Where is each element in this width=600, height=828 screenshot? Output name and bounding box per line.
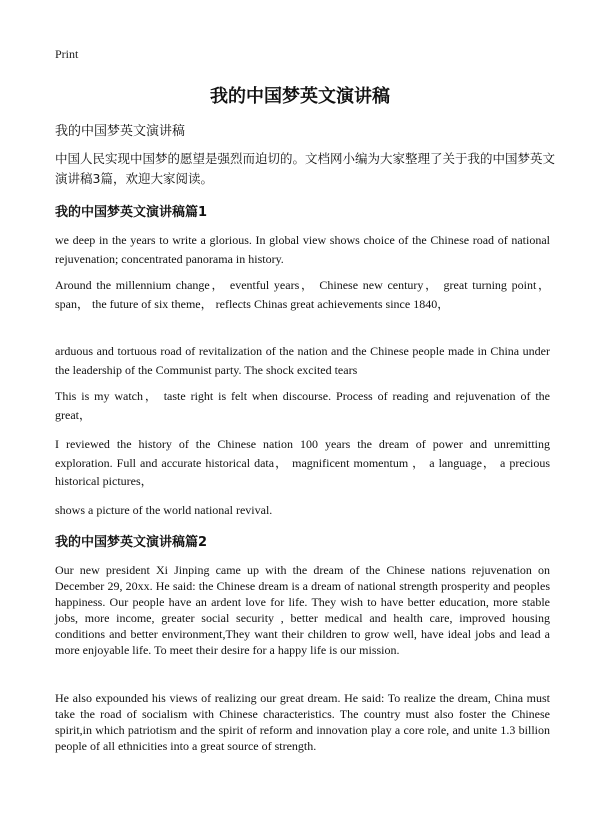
paragraph: Around the millennium change， eventful years， Chinese new century， great turning point， span， the future of six theme， reflects Chinas great achievements since 1840， [55,278,550,311]
document-subtitle: 我的中国梦英文演讲稿 [55,124,186,139]
paragraph: Our new president Xi Jinping came up with the dream of the Chinese nations rejuvenation on December 29, 20xx. He said: the Chinese dream is a dream of national strength prosperity and peoples happiness. Our people have an ardent love for life. They wish to have better education, more stable jobs, more income, greater social security , better medical and health care, improved housing conditions and better environment,They want their children to grow well, have ideal jobs and lead a more enjoyable life. To meet their desire for a happy life is our mission. [55,563,550,657]
section-heading-2: 我的中国梦英文演讲稿篇2 [55,535,208,550]
intro-paragraph: 中国人民实现中国梦的愿望是强烈而迫切的。文档网小编为大家整理了关于我的中国梦英文演讲稿3篇，欢迎大家阅读。 [55,151,556,186]
print-link[interactable]: Print [55,47,79,61]
paragraph: I reviewed the history of the Chinese nation 100 years the dream of power and unremitting exploration. Full and accurate historical data， magnificent momentum ， a language， a precious historical pictures， [55,437,550,488]
paragraph: He also expounded his views of realizing our great dream. He said: To realize the dream, China must take the road of socialism with Chinese characteristics. The country must also foster the Chinese spirit,in which patriotism and the spirit of reform and innovation play a core role, and unite 1.3 billion people of all ethnicities into a great source of strength. [55,691,550,753]
paragraph: This is my watch， taste right is felt when discourse. Process of reading and rejuvenation of the great， [55,389,550,422]
paragraph: shows a picture of the world national revival. [55,503,273,517]
page-title: 我的中国梦英文演讲稿 [210,86,390,107]
paragraph: we deep in the years to write a glorious. In global view shows choice of the Chinese road of national rejuvenation; concentrated panorama in history. [55,233,550,266]
paragraph: arduous and tortuous road of revitalization of the nation and the Chinese people made in China under the leadership of the Communist party. The shock excited tears [55,344,550,377]
section-heading-1: 我的中国梦英文演讲稿篇1 [55,205,208,220]
